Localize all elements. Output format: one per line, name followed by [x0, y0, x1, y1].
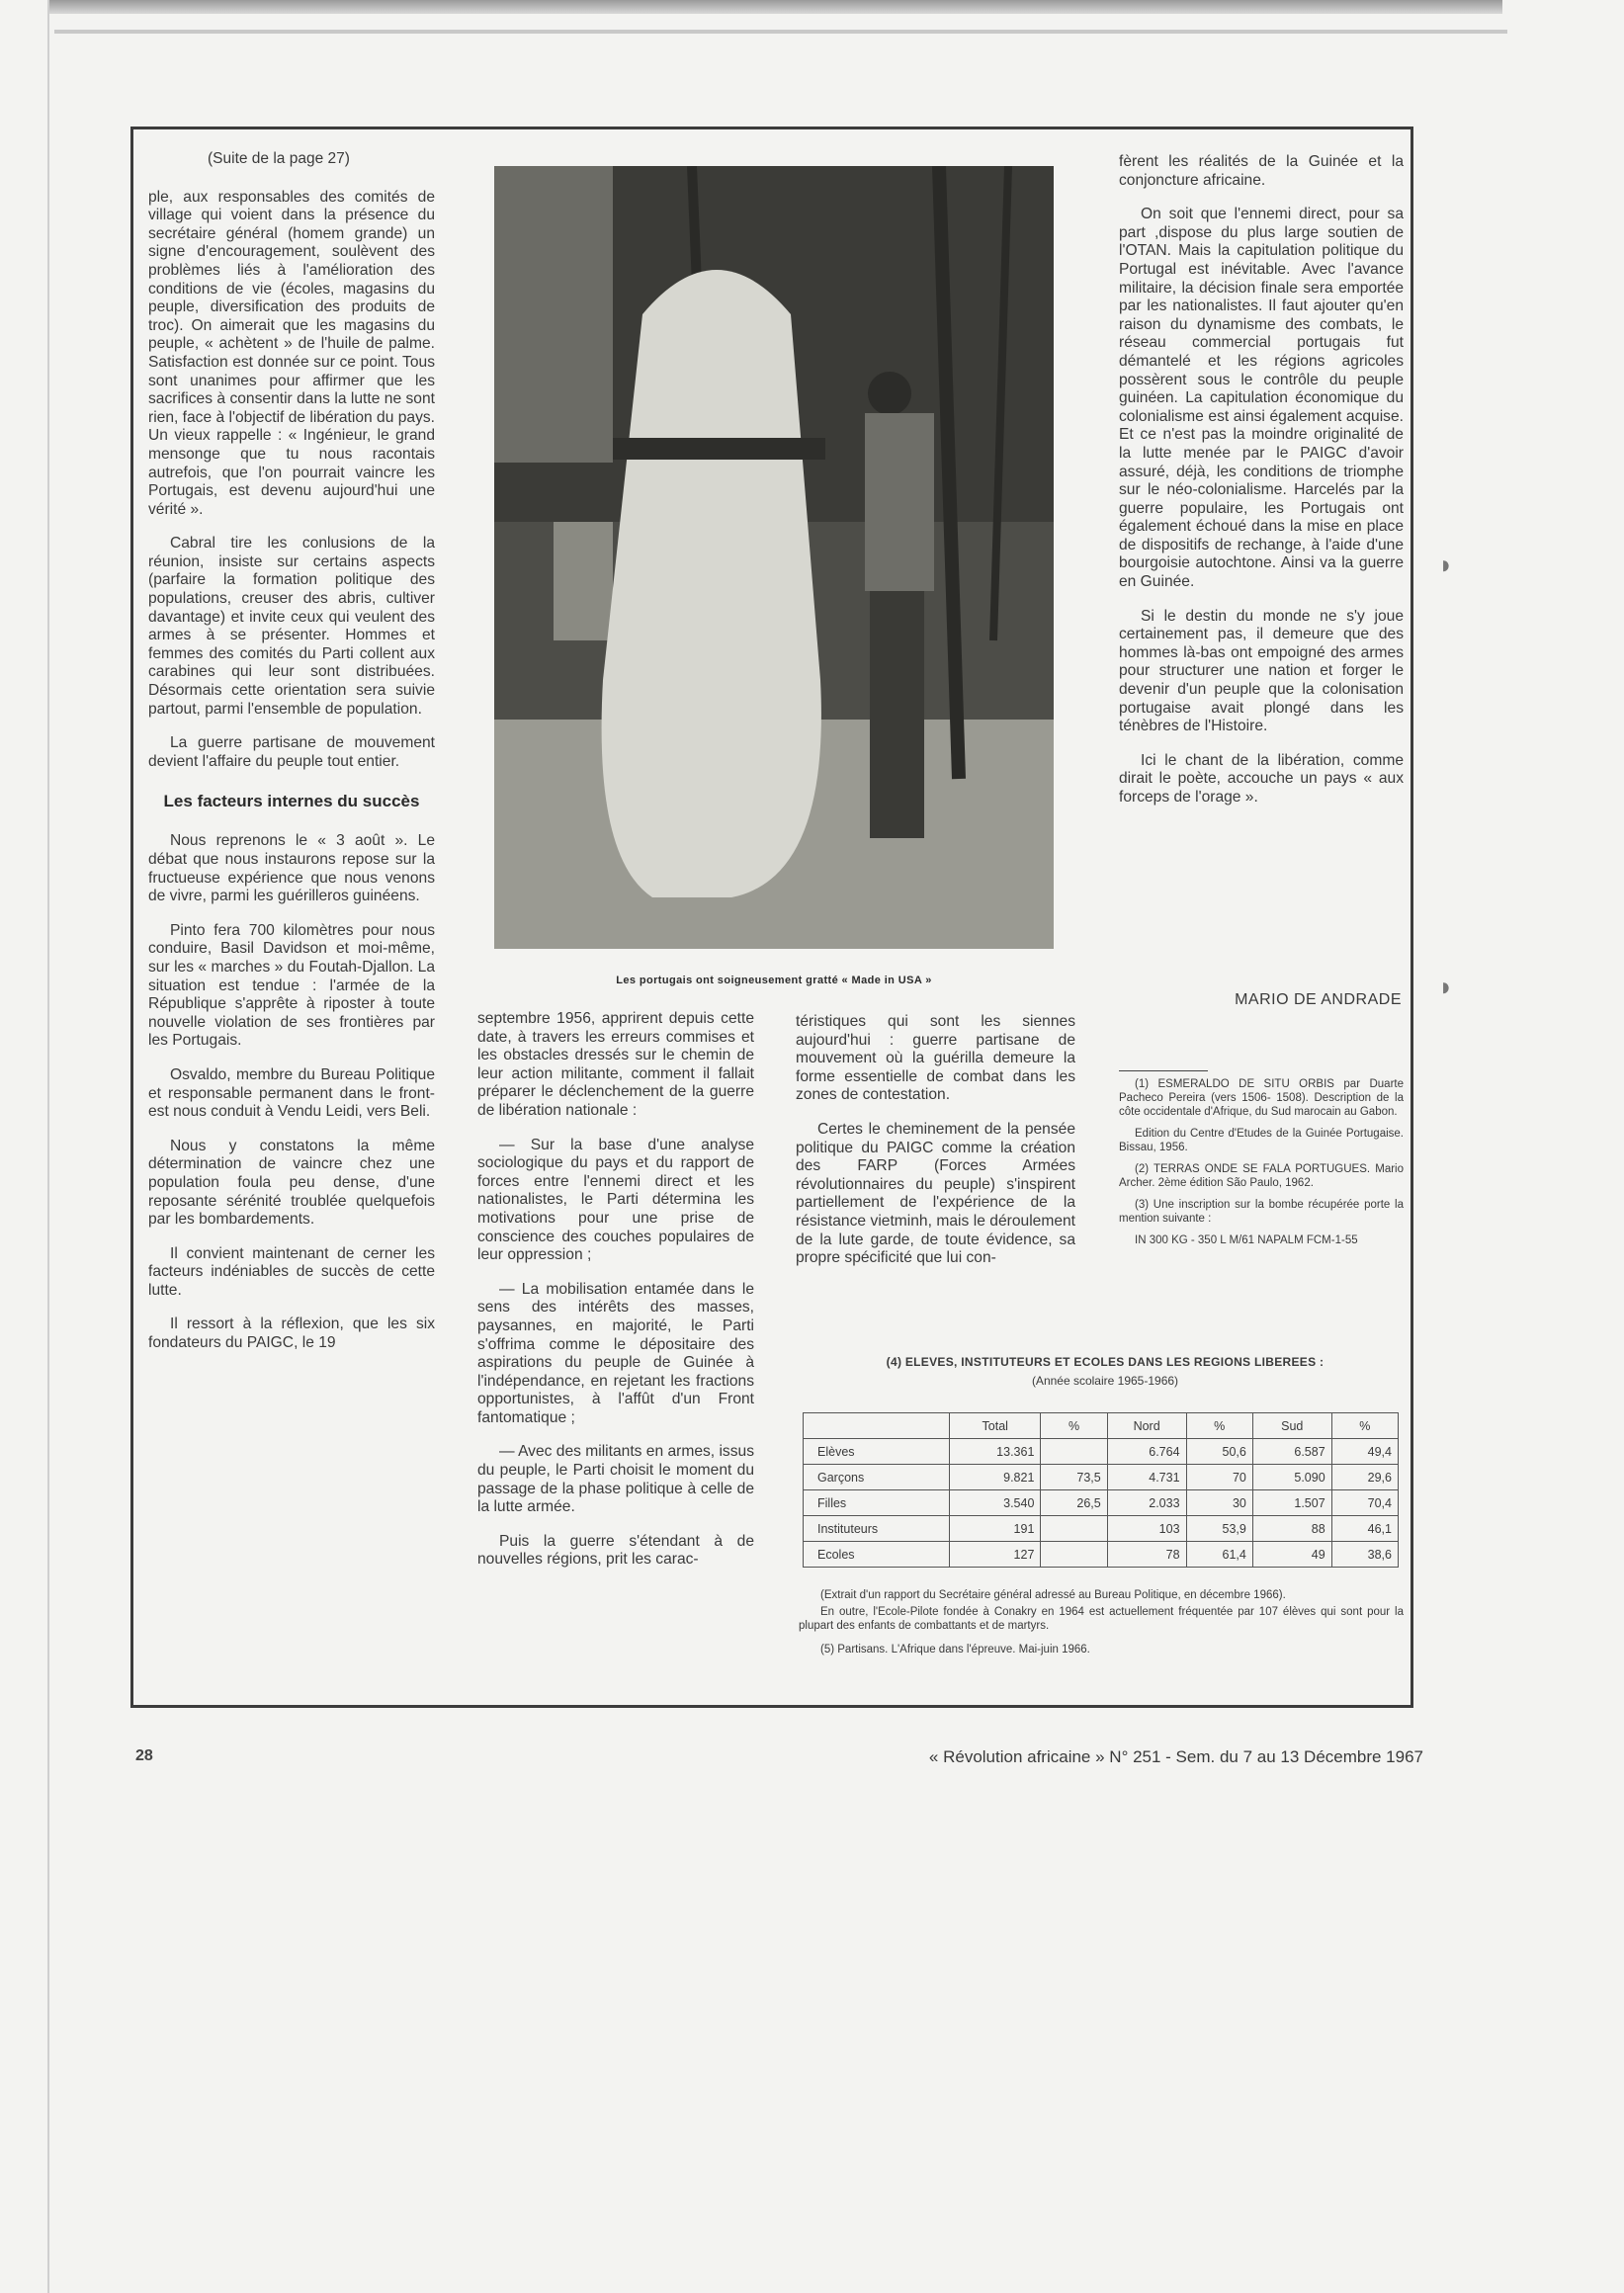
- table-cell: 26,5: [1041, 1490, 1107, 1516]
- table-cell: 6.764: [1107, 1439, 1186, 1465]
- table-cell: 2.033: [1107, 1490, 1186, 1516]
- paragraph: La guerre partisane de mouvement devient l'affaire du peuple tout entier.: [148, 734, 435, 770]
- table-source: [799, 1588, 1404, 1659]
- column-3: [796, 1013, 1075, 1284]
- page-top-edge: [49, 0, 1502, 14]
- paragraph: — Sur la base d'une analyse sociologique du pays et du rapport de forces entre l'ennemi direct et les nationalistes, le Parti détermina les motivations pour une prise de conscience des couches populaires de leur oppression ;: [477, 1136, 754, 1264]
- footnote: (3) Une inscription sur la bombe récupérée porte la mention suivante :: [1119, 1199, 1404, 1225]
- table-subtitle: (Année scolaire 1965-1966): [1031, 1374, 1179, 1388]
- table-header-cell: Nord: [1107, 1413, 1186, 1439]
- table-cell: 4.731: [1107, 1465, 1186, 1490]
- paragraph: Cabral tire les conlusions de la réunion, insiste sur certains aspects (parfaire la formation politique des populations, creuser des abris, cultiver davantage) et invite ceux qui veulent des armes à se présenter. Hommes et femmes des comités du Parti collent aux carabines qui leur sont distribuées. Désormais cette orientation sera suivie partout, parmi l'ensemble de population.: [148, 535, 435, 718]
- paragraph: Certes le cheminement de la pensée politique du PAIGC comme la création des FARP (Forces Armées révolutionnaires du peuple) s'inspirent partiellement de l'expérience de la résistance vietminh, mais le déroulement de la lute garde, de toute évidence, sa propre spécificité que lui con-: [796, 1120, 1075, 1267]
- school-stats-table: [803, 1412, 1399, 1568]
- table-cell: 29,6: [1331, 1465, 1398, 1490]
- table-cell: Filles: [804, 1490, 950, 1516]
- table-header-row: [804, 1413, 1399, 1439]
- paragraph: ple, aux responsables des comités de village qui voient dans la présence du secrétaire général (homem grande) un signe d'encouragement, soulèvent des problèmes liés à l'amélioration des conditions de vie (écoles, magasins du peuple, diversification des produits de troc). On aimerait que les magasins du peuple, « achètent » de l'huile de palme. Satisfaction est donnée sur ce point. Tous sont unanimes pour affirmer que les sacrifices à consentir dans la lutte ne sont rien, face à l'objectif de libération du pays. Un vieux rappelle : « Ingénieur, le grand mensonge que tu nous racontais autrefois, que l'on pourrait vaincre les Portugais, est devenu aujourd'hui une vérité ».: [148, 188, 435, 518]
- table-cell: 13.361: [950, 1439, 1041, 1465]
- table-cell: [1041, 1516, 1107, 1542]
- table-header-cell: %: [1331, 1413, 1398, 1439]
- paragraph: Puis la guerre s'étendant à de nouvelles régions, prit les carac-: [477, 1532, 754, 1569]
- bomb-photo: [494, 166, 1054, 949]
- table-cell: 49: [1252, 1542, 1331, 1568]
- table-row: [804, 1542, 1399, 1568]
- paragraph: — Avec des militants en armes, issus du peuple, le Parti choisit le moment du passage de la phase politique à celle de la lutte armée.: [477, 1443, 754, 1516]
- table-title: (4) ELEVES, INSTITUTEURS ET ECOLES DANS LES REGIONS LIBEREES :: [886, 1355, 1325, 1369]
- paragraph: Si le destin du monde ne s'y joue certainement pas, il demeure que des hommes là-bas ont empoigné des armes pour structurer une nation et forger le devenir d'un peuple que la colonisation portugaise avait plongé dans les ténèbres de l'Histoire.: [1119, 607, 1404, 735]
- table-cell: Ecoles: [804, 1542, 950, 1568]
- table-cell: 49,4: [1331, 1439, 1398, 1465]
- footnote: Edition du Centre d'Etudes de la Guinée Portugaise. Bissau, 1956.: [1119, 1128, 1404, 1153]
- binding-hole-mark: ◗: [1438, 550, 1454, 579]
- column-right: [1119, 153, 1404, 823]
- column-2: [477, 1010, 754, 1585]
- photo-illustration: [494, 166, 1054, 949]
- table-header-cell: [804, 1413, 950, 1439]
- table-cell: 9.821: [950, 1465, 1041, 1490]
- paragraph: Osvaldo, membre du Bureau Politique et responsable permanent dans le front-est nous conduit à Vendu Leidi, vers Beli.: [148, 1065, 435, 1121]
- section-heading: Les facteurs internes du succès: [163, 792, 420, 811]
- paragraph: fèrent les réalités de la Guinée et la conjoncture africaine.: [1119, 153, 1404, 189]
- table-cell: 1.507: [1252, 1490, 1331, 1516]
- table-header-cell: %: [1186, 1413, 1252, 1439]
- table-header-cell: Sud: [1252, 1413, 1331, 1439]
- author-signature: MARIO DE ANDRADE: [1235, 991, 1402, 1008]
- table-cell: 70,4: [1331, 1490, 1398, 1516]
- paragraph: — La mobilisation entamée dans le sens des intérêts des masses, paysannes, en majorité, le Parti s'offrima comme le dépositaire des aspirations du peuple de Guinée à l'indépendance, en rejetant les fractions opportunistes, à l'affût d'un Front fantomatique ;: [477, 1280, 754, 1426]
- table-row: [804, 1490, 1399, 1516]
- page-left-edge: [47, 0, 49, 2293]
- continuation-note: (Suite de la page 27): [208, 150, 350, 167]
- table-cell: Instituteurs: [804, 1516, 950, 1542]
- table-cell: [1041, 1439, 1107, 1465]
- table-cell: 88: [1252, 1516, 1331, 1542]
- table-cell: 53,9: [1186, 1516, 1252, 1542]
- paragraph: Ici le chant de la libération, comme dirait le poète, accouche un pays « aux forceps de l'orage ».: [1119, 751, 1404, 806]
- paragraph: Nous reprenons le « 3 août ». Le débat que nous instaurons repose sur la fructueuse expérience que nous venons de vivre, parmi les guérilleros guinéens.: [148, 832, 435, 905]
- table-cell: Elèves: [804, 1439, 950, 1465]
- table-cell: 73,5: [1041, 1465, 1107, 1490]
- table-cell: 50,6: [1186, 1439, 1252, 1465]
- publication-footer: « Révolution africaine » N° 251 - Sem. du 7 au 13 Décembre 1967: [928, 1747, 1423, 1766]
- paragraph: téristiques qui sont les siennes aujourd'hui : guerre partisane de mouvement où la guérilla demeure la forme essentielle de combat dans les zones de contestation.: [796, 1013, 1075, 1104]
- photo-caption: Les portugais ont soigneusement gratté « Made in USA »: [616, 975, 932, 986]
- table-row: [804, 1439, 1399, 1465]
- footnote-rule: [1119, 1070, 1208, 1071]
- table-cell: 38,6: [1331, 1542, 1398, 1568]
- table-cell: 70: [1186, 1465, 1252, 1490]
- page-top-edge-line: [54, 30, 1507, 34]
- table-cell: 103: [1107, 1516, 1186, 1542]
- footnote: (5) Partisans. L'Afrique dans l'épreuve. Mai-juin 1966.: [820, 1644, 1090, 1656]
- table-cell: 61,4: [1186, 1542, 1252, 1568]
- paragraph: septembre 1956, apprirent depuis cette date, à travers les erreurs commises et les obstacles dressés sur le chemin de leur action militante, comment il fallait préparer le déclenchement de la guerre de libération nationale :: [477, 1010, 754, 1119]
- table-cell: [1041, 1542, 1107, 1568]
- table-row: [804, 1465, 1399, 1490]
- paragraph: Pinto fera 700 kilomètres pour nous conduire, Basil Davidson et moi-même, sur les « marches » du Foutah-Djallon. La situation est tendue : l'armée de la République s'apprête à riposter à toute nouvelle violation de ses frontières par les Portugais.: [148, 921, 435, 1050]
- table-cell: 5.090: [1252, 1465, 1331, 1490]
- source-note: (Extrait d'un rapport du Secrétaire général adressé au Bureau Politique, en décembre 1966).: [820, 1589, 1286, 1601]
- table-cell: 46,1: [1331, 1516, 1398, 1542]
- footnote: IN 300 KG - 350 L M/61 NAPALM FCM-1-55: [1135, 1234, 1358, 1246]
- table-header-cell: Total: [950, 1413, 1041, 1439]
- table-cell: 6.587: [1252, 1439, 1331, 1465]
- table-header-cell: %: [1041, 1413, 1107, 1439]
- table-cell: 191: [950, 1516, 1041, 1542]
- table-cell: 127: [950, 1542, 1041, 1568]
- footnote: (1) ESMERALDO DE SITU ORBIS par Duarte Pacheco Pereira (vers 1506- 1508). Description de la côte occidentale d'Afrique, du Sud marocain au Gabon.: [1119, 1078, 1404, 1118]
- table-cell: 3.540: [950, 1490, 1041, 1516]
- source-note: En outre, l'Ecole-Pilote fondée à Conakry en 1964 est actuellement fréquentée par 107 élèves qui sont pour la plupart des enfants de combattants et de martyrs.: [799, 1606, 1404, 1632]
- paragraph: On soit que l'ennemi direct, pour sa part ,dispose du plus large soutien de l'OTAN. Mais la capitulation politique du Portugal est inévitable. Avec l'avance militaire, la décision finale sera emportée par les nationalistes. Il faut ajouter qu'en raison du dynamisme des combats, le réseau commercial portugais fut démantelé et les régions agricoles possèrent sous le contrôle du peuple guinéen. La capitulation économique du colonialisme est ainsi également acquise. Et ce n'est pas la moindre originalité de la lutte menée par le PAIGC d'avoir assuré, déjà, les conditions de triomphe sur le néo-colonialisme. Harcelés par la guerre populaire, les Portugais ont également échoué dans la mise en place de dispositifs de rechange, à l'aide d'une bourgoisie autochtone. Ainsi va la guerre en Guinée.: [1119, 206, 1404, 591]
- table-cell: 78: [1107, 1542, 1186, 1568]
- paragraph: Il ressort à la réflexion, que les six fondateurs du PAIGC, le 19: [148, 1316, 435, 1352]
- paragraph: Nous y constatons la même détermination de vaincre chez une population foula peu dense, d'une reposante sérénité troublée quelquefois par les bombardements.: [148, 1137, 435, 1229]
- page-number: 28: [135, 1747, 153, 1764]
- footnotes: [1119, 1070, 1404, 1255]
- footnote: (2) TERRAS ONDE SE FALA PORTUGUES. Mario Archer. 2ème édition São Paulo, 1962.: [1119, 1163, 1404, 1189]
- paragraph: Il convient maintenant de cerner les facteurs indéniables de succès de cette lutte.: [148, 1244, 435, 1299]
- column-1: [148, 150, 435, 1369]
- binding-hole-mark: ◗: [1438, 972, 1454, 1001]
- table-cell: 30: [1186, 1490, 1252, 1516]
- table-row: [804, 1516, 1399, 1542]
- table-cell: Garçons: [804, 1465, 950, 1490]
